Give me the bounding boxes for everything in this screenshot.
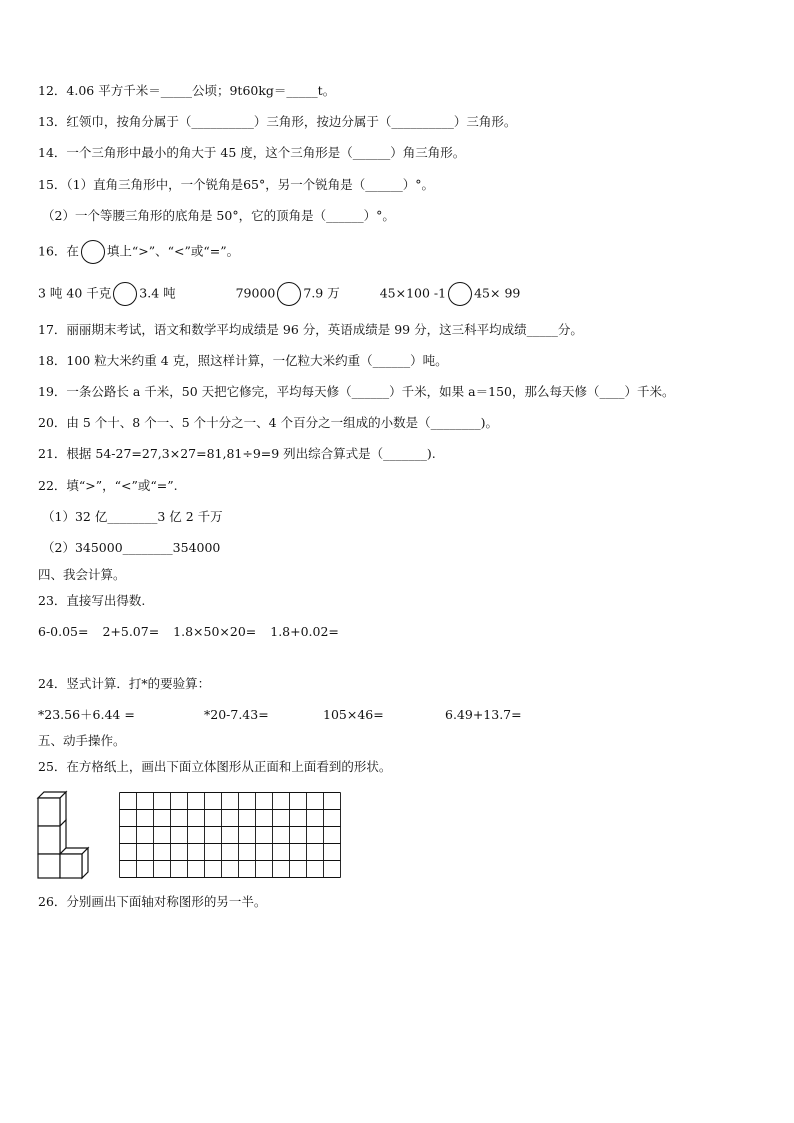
q26: 26．分别画出下面轴对称图形的另一半。 bbox=[38, 894, 267, 909]
q22-part2: （2）345000________354000 bbox=[42, 540, 221, 555]
grid-paper bbox=[119, 792, 341, 878]
section-4-heading: 四、我会计算。 bbox=[38, 567, 126, 582]
q12: 12．4.06 平方千米＝_____公顷；9t60kg＝_____t。 bbox=[38, 83, 336, 98]
circle-placeholder bbox=[113, 282, 137, 306]
q24-items bbox=[38, 706, 522, 724]
q16 bbox=[38, 240, 239, 264]
q20: 20．由 5 个十、8 个一、5 个十分之一、4 个百分之一组成的小数是（________)。 bbox=[38, 415, 498, 430]
q14: 14．一个三角形中最小的角大于 45 度，这个三角形是（______）角三角形。 bbox=[38, 145, 466, 160]
q24-item: 105×46= bbox=[323, 707, 384, 722]
q13: 13．红领巾，按角分属于（__________）三角形，按边分属于（__________）三角形。 bbox=[38, 114, 517, 129]
q15-part2: （2）一个等腰三角形的底角是 50°，它的顶角是（______）°。 bbox=[42, 208, 395, 223]
q16-item2-left: 79000 bbox=[235, 285, 276, 301]
q23-item: 2+5.07= bbox=[102, 624, 160, 639]
q24-item: 6.49+13.7= bbox=[445, 707, 522, 722]
q16-item3-right: 45× 99 bbox=[474, 285, 521, 301]
q23: 23．直接写出得数. bbox=[38, 593, 146, 608]
q24-item: *23.56＋6.44 = bbox=[38, 707, 135, 722]
q15-part1: 15．（1）直角三角形中，一个锐角是65°，另一个锐角是（______）°。 bbox=[38, 177, 435, 192]
q18: 18．100 粒大米约重 4 克，照这样计算，一亿粒大米约重（______）吨。 bbox=[38, 353, 448, 368]
q19: 19．一条公路长 a 千米，50 天把它修完，平均每天修（______）千米，如果 a＝150，那么每天修（____）千米。 bbox=[38, 384, 675, 399]
q22-part1: （1）32 亿________3 亿 2 千万 bbox=[42, 509, 223, 524]
q16-item1-right: 3.4 吨 bbox=[139, 285, 176, 301]
q25: 25．在方格纸上，画出下面立体图形从正面和上面看到的形状。 bbox=[38, 759, 392, 774]
circle-placeholder bbox=[81, 240, 105, 264]
q16-text-b: 填上“>”、“<”或“=”。 bbox=[106, 243, 240, 259]
q22: 22．填“>”，“<”或“=”. bbox=[38, 478, 178, 493]
q23-item: 1.8+0.02= bbox=[270, 624, 339, 639]
q23-items bbox=[38, 623, 339, 641]
q16-text-a: 16．在 bbox=[38, 243, 79, 259]
q16-item3-left: 45×100 -1 bbox=[379, 285, 447, 301]
q23-item: 6-0.05= bbox=[38, 624, 89, 639]
q17: 17．丽丽期末考试，语文和数学平均成绩是 96 分，英语成绩是 99 分，这三科平均成绩_____分。 bbox=[38, 322, 583, 337]
section-5-heading: 五、动手操作。 bbox=[38, 733, 126, 748]
q21: 21．根据 54-27=27,3×27=81,81÷9=9 列出综合算式是（_______). bbox=[38, 446, 436, 461]
circle-placeholder bbox=[448, 282, 472, 306]
cube-stack-figure bbox=[36, 790, 96, 880]
q16-item2-right: 7.9 万 bbox=[303, 285, 340, 301]
q24-item: *20-7.43= bbox=[204, 707, 269, 722]
q16-item1-left: 3 吨 40 千克 bbox=[38, 285, 112, 301]
q24: 24．竖式计算．打*的要验算： bbox=[38, 676, 211, 691]
q23-item: 1.8×50×20= bbox=[173, 624, 257, 639]
q16-items bbox=[38, 282, 520, 306]
circle-placeholder bbox=[277, 282, 301, 306]
